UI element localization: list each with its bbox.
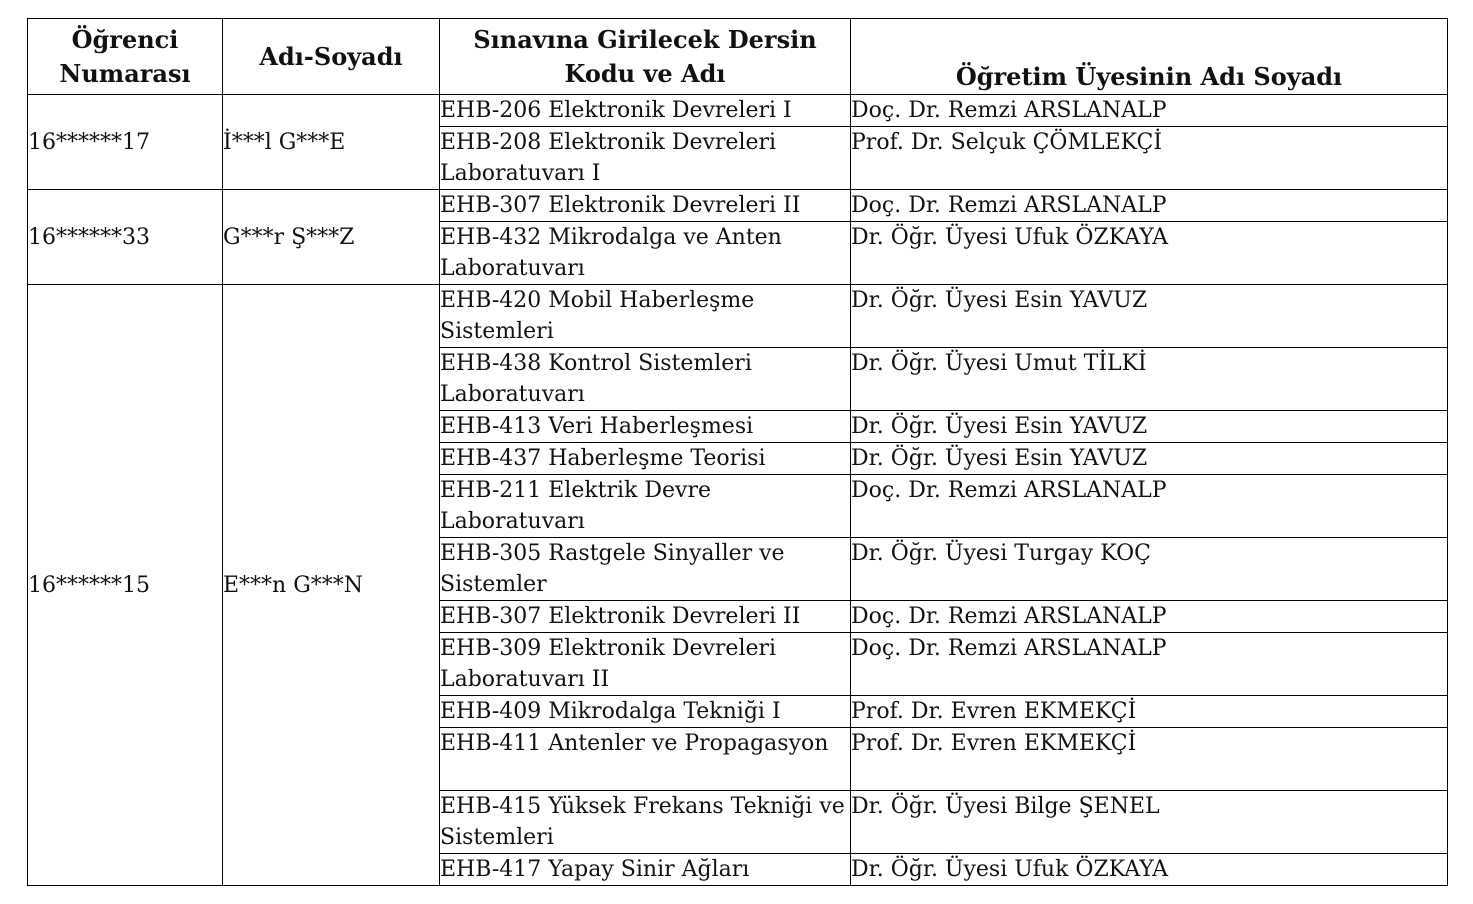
course-cell: EHB-307 Elektronik Devreleri II (440, 601, 851, 633)
instructor-cell: Prof. Dr. Evren EKMEKÇİ (851, 696, 1448, 728)
course-cell: EHB-437 Haberleşme Teorisi (440, 443, 851, 475)
student-name-cell: G***r Ş***Z (223, 190, 440, 285)
course-cell: EHB-432 Mikrodalga ve Anten Laboratuvarı (440, 222, 851, 285)
instructor-cell: Doç. Dr. Remzi ARSLANALP (851, 601, 1448, 633)
header-instructor: Öğretim Üyesinin Adı Soyadı (851, 19, 1448, 95)
header-student-name: Adı-Soyadı (223, 19, 440, 95)
course-cell: EHB-208 Elektronik Devreleri Laboratuvarı I (440, 127, 851, 190)
student-name-cell: E***n G***N (223, 285, 440, 886)
header-course-l2: Kodu ve Adı (564, 58, 726, 88)
instructor-cell: Dr. Öğr. Üyesi Ufuk ÖZKAYA (851, 222, 1448, 285)
instructor-cell: Dr. Öğr. Üyesi Esin YAVUZ (851, 411, 1448, 443)
instructor-cell: Dr. Öğr. Üyesi Bilge ŞENEL (851, 791, 1448, 854)
exam-table (27, 18, 1448, 886)
instructor-cell: Dr. Öğr. Üyesi Esin YAVUZ (851, 443, 1448, 475)
instructor-cell: Dr. Öğr. Üyesi Esin YAVUZ (851, 285, 1448, 348)
student-name-cell: İ***l G***E (223, 95, 440, 190)
instructor-cell: Dr. Öğr. Üyesi Umut TİLKİ (851, 348, 1448, 411)
course-cell: EHB-438 Kontrol Sistemleri Laboratuvarı (440, 348, 851, 411)
course-cell: EHB-413 Veri Haberleşmesi (440, 411, 851, 443)
table-row (28, 190, 1448, 222)
header-course (440, 19, 851, 95)
header-student-number-l1: Öğrenci (71, 24, 179, 54)
instructor-cell: Doç. Dr. Remzi ARSLANALP (851, 190, 1448, 222)
course-cell: EHB-206 Elektronik Devreleri I (440, 95, 851, 127)
table-row (28, 95, 1448, 127)
course-cell: EHB-409 Mikrodalga Tekniği I (440, 696, 851, 728)
instructor-cell: Doç. Dr. Remzi ARSLANALP (851, 475, 1448, 538)
instructor-cell: Dr. Öğr. Üyesi Turgay KOÇ (851, 538, 1448, 601)
course-cell: EHB-420 Mobil Haberleşme Sistemleri (440, 285, 851, 348)
student-number-cell: 16******17 (28, 95, 223, 190)
course-cell: EHB-309 Elektronik Devreleri Laboratuvarı II (440, 633, 851, 696)
header-course-l1: Sınavına Girilecek Dersin (473, 24, 817, 54)
header-row (28, 19, 1448, 95)
course-cell: EHB-307 Elektronik Devreleri II (440, 190, 851, 222)
header-student-number-l2: Numarası (59, 58, 191, 88)
table-row (28, 285, 1448, 348)
instructor-cell: Doç. Dr. Remzi ARSLANALP (851, 95, 1448, 127)
student-number-cell: 16******33 (28, 190, 223, 285)
instructor-cell: Dr. Öğr. Üyesi Ufuk ÖZKAYA (851, 854, 1448, 886)
course-cell: EHB-411 Antenler ve Propagasyon (440, 728, 851, 791)
table-body (28, 95, 1448, 886)
header-student-number (28, 19, 223, 95)
instructor-cell: Doç. Dr. Remzi ARSLANALP (851, 633, 1448, 696)
instructor-cell: Prof. Dr. Selçuk ÇÖMLEKÇİ (851, 127, 1448, 190)
instructor-cell: Prof. Dr. Evren EKMEKÇİ (851, 728, 1448, 791)
course-cell: EHB-305 Rastgele Sinyaller ve Sistemler (440, 538, 851, 601)
student-number-cell: 16******15 (28, 285, 223, 886)
course-cell: EHB-417 Yapay Sinir Ağları (440, 854, 851, 886)
course-cell: EHB-415 Yüksek Frekans Tekniği ve Sistemleri (440, 791, 851, 854)
course-cell: EHB-211 Elektrik Devre Laboratuvarı (440, 475, 851, 538)
